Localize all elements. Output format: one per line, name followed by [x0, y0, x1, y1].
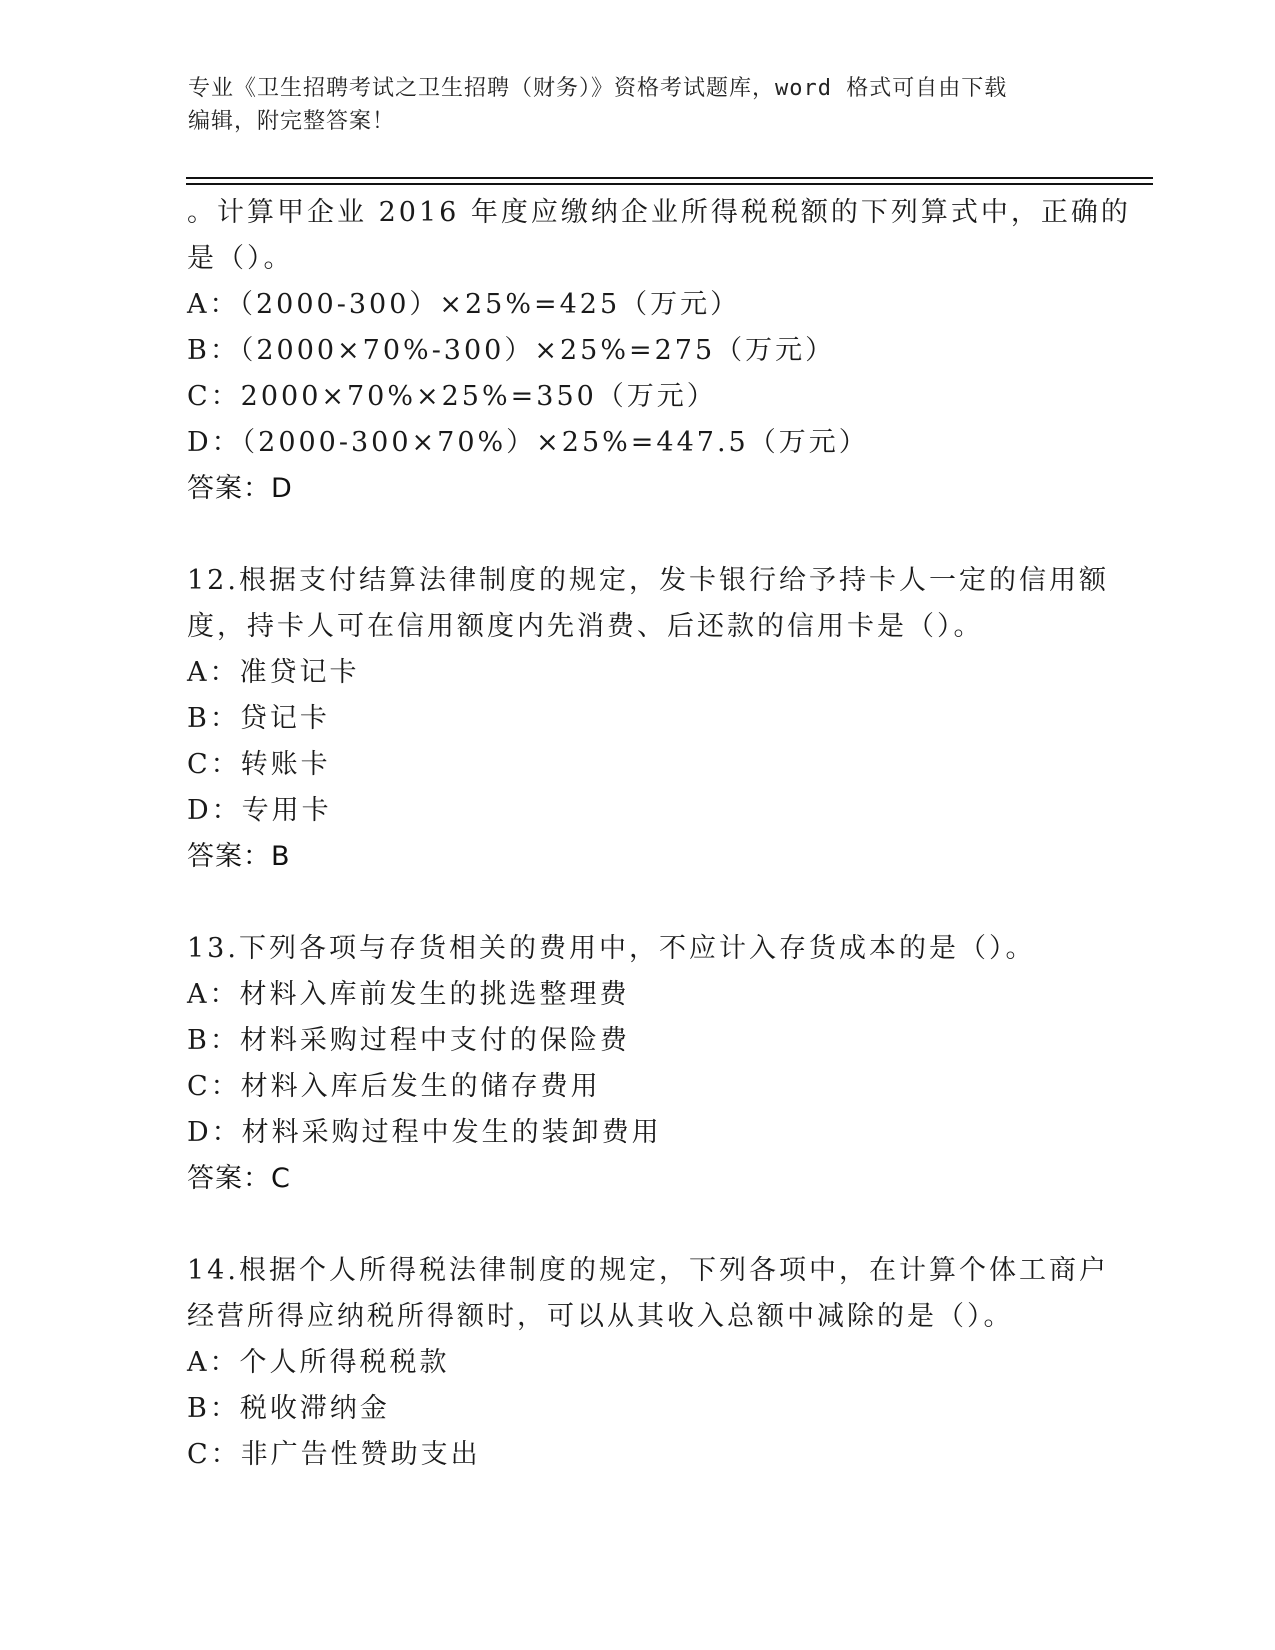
option-b: B：贷记卡	[187, 703, 330, 734]
answer-label: 答案：D	[187, 473, 293, 504]
question-stem: 度，持卡人可在信用额度内先消费、后还款的信用卡是（）。	[187, 611, 984, 642]
question-stem: 13.下列各项与存货相关的费用中，不应计入存货成本的是（）。	[187, 933, 1036, 964]
header-divider-bottom	[186, 183, 1153, 185]
question-gap	[187, 880, 1087, 926]
question-14	[187, 1248, 1109, 1478]
option-d: D：（2000-300×70%）×25%=447.5（万元）	[187, 427, 869, 458]
question-12	[187, 558, 1109, 880]
question-gap	[187, 1202, 1087, 1248]
option-c: C：材料入库后发生的储存费用	[187, 1071, 601, 1102]
option-b: B：税收滞纳金	[187, 1393, 390, 1424]
option-b: B：材料采购过程中支付的保险费	[187, 1025, 630, 1056]
option-c: C：转账卡	[187, 749, 331, 780]
question-list	[187, 190, 1131, 1478]
option-d: D：材料采购过程中发生的装卸费用	[187, 1117, 662, 1148]
question-stem: 14.根据个人所得税法律制度的规定，下列各项中，在计算个体工商户	[187, 1255, 1109, 1286]
question-stem: 经营所得应纳税所得额时，可以从其收入总额中减除的是（）。	[187, 1301, 1014, 1332]
document-header	[188, 72, 1088, 138]
question-gap	[187, 512, 1087, 558]
question-stem: 是（）。	[187, 243, 294, 274]
question-stem: 。计算甲企业 2016 年度应缴纳企业所得税税额的下列算式中，正确的	[187, 197, 1131, 228]
option-c: C：2000×70%×25%=350（万元）	[187, 381, 717, 412]
option-a: A：准贷记卡	[187, 657, 360, 688]
option-a: A：个人所得税税款	[187, 1347, 450, 1378]
option-b: B：（2000×70%-300）×25%=275（万元）	[187, 335, 836, 366]
header-divider-top	[186, 177, 1153, 179]
question-13	[187, 926, 1087, 1202]
answer-label: 答案：C	[187, 1163, 291, 1194]
question-11	[187, 190, 1131, 512]
option-a: A：（2000-300）×25%=425（万元）	[187, 289, 741, 320]
option-d: D：专用卡	[187, 795, 332, 826]
answer-label: 答案：B	[187, 841, 291, 872]
question-stem: 12.根据支付结算法律制度的规定，发卡银行给予持卡人一定的信用额	[187, 565, 1109, 596]
header-line-2: 编辑，附完整答案！	[188, 109, 396, 134]
option-c: C：非广告性赞助支出	[187, 1439, 481, 1470]
header-line-1: 专业《卫生招聘考试之卫生招聘（财务）》资格考试题库，word 格式可自由下载	[188, 76, 1008, 101]
option-a: A：材料入库前发生的挑选整理费	[187, 979, 630, 1010]
